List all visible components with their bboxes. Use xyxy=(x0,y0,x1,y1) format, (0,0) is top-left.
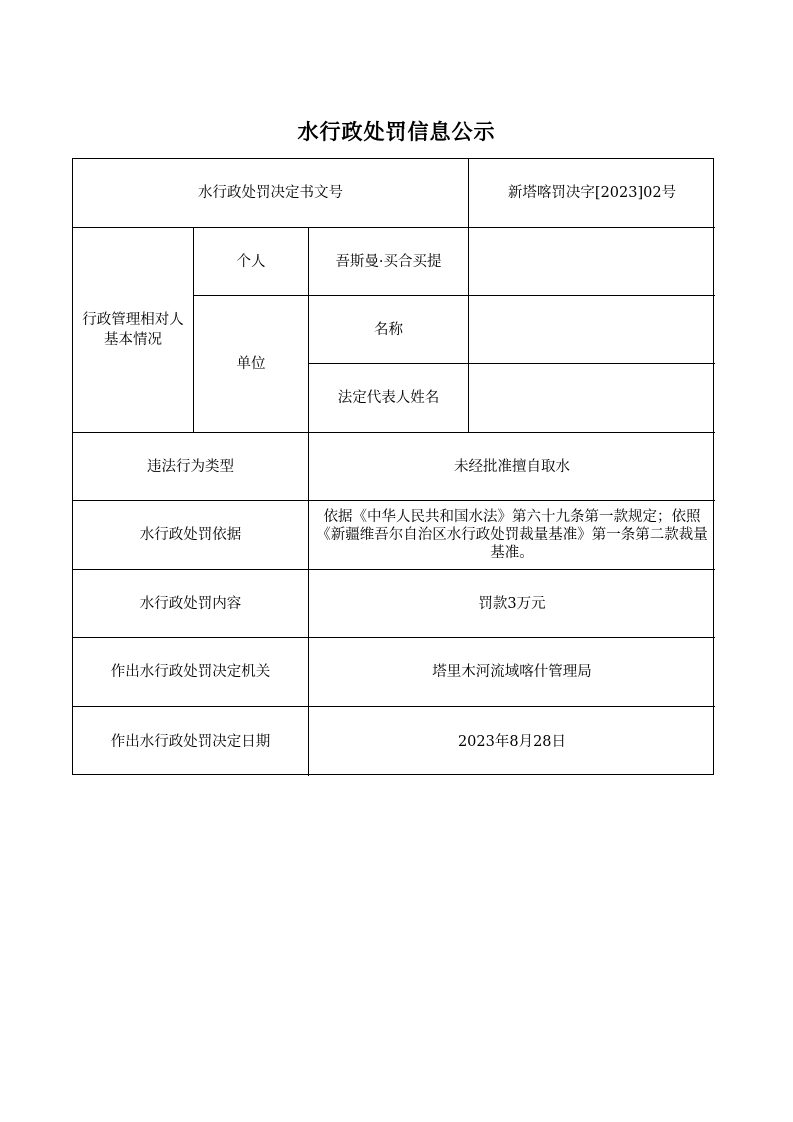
violation-type-value: 未经批准擅自取水 xyxy=(309,433,715,501)
individual-label: 个人 xyxy=(194,228,309,296)
individual-extra xyxy=(469,228,715,296)
penalty-info-table xyxy=(72,158,714,775)
unit-name-value xyxy=(469,296,715,364)
legal-rep-label: 法定代表人姓名 xyxy=(309,364,469,433)
date-label: 作出水行政处罚决定日期 xyxy=(73,707,309,776)
page-title: 水行政处罚信息公示 xyxy=(297,120,496,144)
decision-doc-label: 水行政处罚决定书文号 xyxy=(73,159,469,228)
individual-value: 吾斯曼·买合买提 xyxy=(309,228,469,296)
basis-label: 水行政处罚依据 xyxy=(73,501,309,570)
basis-value: 依据《中华人民共和国水法》第六十九条第一款规定；依照《新疆维吾尔自治区水行政处罚裁量基准》第一条第二款裁量基准。 xyxy=(309,501,715,570)
content-label: 水行政处罚内容 xyxy=(73,570,309,638)
decision-doc-value: 新塔喀罚决字[2023]02号 xyxy=(469,159,715,228)
violation-type-label: 违法行为类型 xyxy=(73,433,309,501)
unit-name-label: 名称 xyxy=(309,296,469,364)
unit-label: 单位 xyxy=(194,296,309,433)
legal-rep-value xyxy=(469,364,715,433)
authority-label: 作出水行政处罚决定机关 xyxy=(73,638,309,707)
subject-label-line2: 基本情况 xyxy=(104,332,162,348)
date-value: 2023年8月28日 xyxy=(457,733,567,750)
content-value: 罚款3万元 xyxy=(309,570,715,638)
subject-label-line1: 行政管理相对人 xyxy=(82,312,184,328)
subject-label xyxy=(73,228,194,433)
authority-value: 塔里木河流域喀什管理局 xyxy=(309,638,715,707)
